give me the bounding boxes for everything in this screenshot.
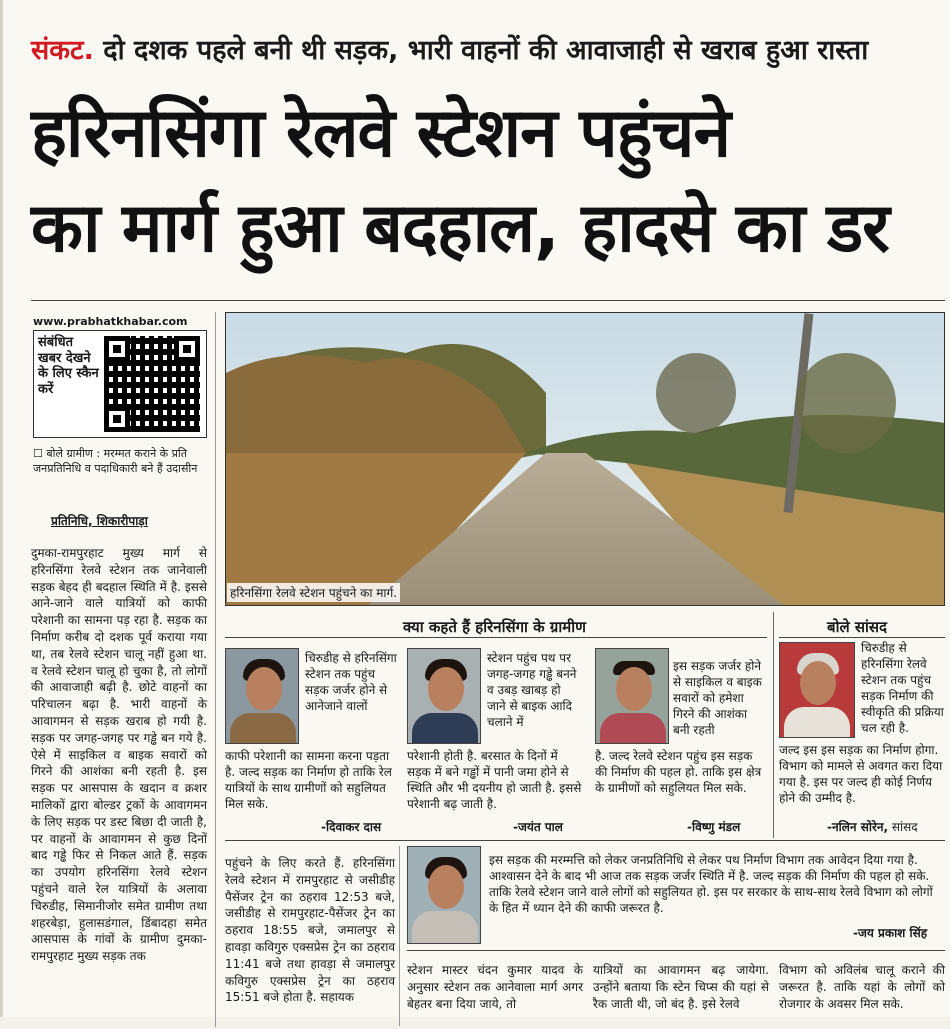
byline: प्रतिनिधि, शिकारीपाड़ा (51, 514, 148, 528)
body-column-2: पहुंचने के लिए करते हैं. हरिनसिंगा रेलवे स्टेशन में रामपुरहाट से जसीडीह पैसेंजर ट्रेन का ठहराव 12:53 बजे, जसीडीह से रामपुरहाट-पैसेंजर ट्रेन का ठहराव 18:55 बजे, जमालपुर से हावड़ा कविगुरु एक्सप्रेस ट्रेन का ठहराव 11:41 बजे तथा हावड़ा से जमालपुर कविगुरु एक्सप्रेस ट्रेन का ठहराव 15:51 बजे होता है. सहायक (225, 856, 395, 1005)
body-column-1: दुमका-रामपुरहाट मुख्य मार्ग से हरिनसिंगा रेलवे स्टेशन तक जानेवाली सड़क बेहद ही बदहाल स्थिति में है. इससे आने-जाने वाले यात्रियों को काफी परेशानी का सामना पड़ रहा है. सड़क का निर्माण करीब दो दशक पूर्व कराया गया था, तब रेलवे स्टेशन चालू नहीं हुआ था. व रेलवे स्टेशन चालू हो चुका है, तो लोगों की आवाजाही बढ़ी है. छोटे वाहनों का परिचालन बढ़ा है. भारी वाहनों के आवागमन से सड़क खराब हो गयी है. सड़क पर जगह-जगह पर गड्ढे बन गये है. ऐसे में साइकिल व बाइक सवारों को गिरने की आशंका बनी रहती है. इस सड़क पर आसपास के खदान व क्रशर मालिकों द्वारा बोल्डर ट्रकों के आवागमन के लिए सड़क पर डस्ट बिछा दी जाती है, पर वाहनों के आवागमन से कुछ दिनों बाद गड्ढे फिर से निकल आते हैं. सड़क का उपयोग हरिनसिंगा रेलवे स्टेशन पहुंचने वाले रेल यात्रियों के अलावा चिरुडीह, सिमानीजोर समेत ग्रामीण तथा शहरबेड़ा, हुलासडंगाल, डिंबादहा समेत आसपास के गांवों के ग्रामीण दुमका-रामपुरहाट मुख्य सड़क तक (31, 546, 207, 964)
kicker-text: दो दशक पहले बनी थी सड़क, भारी वाहनों की आवाजाही से खराब हुआ रास्ता (93, 35, 869, 66)
mp-sig-title: सांसद (888, 820, 918, 834)
mp-photo (779, 642, 855, 738)
jp-quote: इस सड़क की मरम्मत्ति को लेकर जनप्रतिनिधि से लेकर पथ निर्माण विभाग तक आवेदन दिया गया है. आश्वासन देने के बाद भी आज तक सड़क जर्जर स्थिति में है. जल्द सड़क की निर्माण की पहल हो सके. ताकि रेलवे स्टेशन जाने वाले लोगों को सहुलियत हो. इस पर सरकार के साथ-साथ रेलवे विभाग को लोगों के हित में ध्यान देने की काफी जरूरत है. (489, 853, 933, 915)
villagers-rule (225, 637, 767, 638)
villager-quote-3: है. जल्द रेलवे स्टेशन पहुंच इस सड़क की निर्माण की पहल हो. ताकि इस क्षेत्र के ग्रामीणों को सहुलियत मिल सके. (595, 749, 762, 795)
kicker-tag: संकट. (31, 35, 94, 66)
villager-photo-1 (225, 648, 299, 744)
column-divider (215, 312, 216, 1027)
road-photo (225, 312, 945, 606)
photo-caption: हरिनसिंगा रेलवे स्टेशन पहुंचने का मार्ग. (227, 583, 400, 602)
villager-quote-2: परेशानी होती है. बरसात के दिनों में सड़क में बने गड्ढों में पानी जमा होने से स्थिति और भी दयनीय हो जाती है. इससे परेशानी बढ़ जाती है. (407, 749, 582, 811)
qr-code-icon[interactable] (104, 336, 200, 432)
headline-line-1: हरिनसिंगा रेलवे स्टेशन पहुंचने (31, 94, 731, 173)
headline-line-2: का मार्ग हुआ बदहाल, हादसे का डर (31, 189, 889, 268)
body-column-3: स्टेशन मास्टर चंदन कुमार यादव के अनुसार स्टेशन तक आनेवाला मार्ग अगर बेहतर बना दिया जाये, तो (407, 963, 583, 1011)
qr-caption: संबंधित खबर देखने के लिए स्कैन करें (38, 335, 99, 397)
villager-photo-3 (595, 648, 669, 744)
headline-rule (31, 300, 945, 301)
road-photo-svg (226, 313, 945, 606)
villager-quote-2-side: स्टेशन पहुंच पथ पर जगह-जगह गड्ढे बनने व उबड़ खाबड़ हो जाने से बाइक आदि चलाने में (487, 651, 577, 729)
kicker (31, 30, 868, 67)
mp-quote: जल्द इस इस सड़क का निर्माण होगा. विभाग को मामले से अवगत करा दिया गया है. इस पर जल्द ही कोई निर्णय होने की उम्मीद है. (779, 743, 943, 805)
qr-box[interactable] (33, 330, 207, 438)
villager-quote-3-side: इस सड़क जर्जर होने से साइकिल व बाइक सवारों को हमेशा गिरने की आशंका बनी रहती (673, 659, 762, 737)
mp-divider (773, 612, 774, 838)
jp-sig: -जय प्रकाश सिंह (853, 926, 928, 940)
column-divider-2 (399, 846, 400, 1026)
mp-sig-name: -नलिन सोरेन, (827, 820, 889, 834)
jp-photo (407, 846, 481, 944)
jp-rule (407, 950, 945, 951)
mp-rule (779, 637, 945, 638)
villagers-heading: क्या कहते हैं हरिनसिंगा के ग्रामीण (403, 618, 586, 636)
villager-photo-2 (407, 648, 481, 744)
section-rule (225, 840, 945, 841)
checkbox-icon: ☐ (33, 447, 47, 460)
mp-sig (827, 818, 918, 835)
sidebar-url[interactable] (33, 310, 209, 329)
villager-sig-3: -विष्णु मंडल (687, 820, 741, 834)
mp-quote-side: चिरुडीह से हरिनसिंगा रेलवे स्टेशन तक पहुंच सड़क निर्माण की स्वीकृति की प्रक्रिया चल रही है. (861, 641, 944, 735)
body-column-5: विभाग को अविलंब चालू कराने की जरूरत है. ताकि यहां के लोगों को रोजगार के अवसर मिल सके. (779, 963, 945, 1011)
related-text: बोले ग्रामीण : मरम्मत कराने के प्रति जनप्रतिनिधि व पदाधिकारी बने हैं उदासीन (33, 447, 198, 476)
villager-quote-1: काफी परेशानी का सामना करना पड़ता है. जल्द सड़क का निर्माण हो ताकि रेल यात्रियों के साथ ग्रामीणों को सहुलियत मिल सके. (225, 749, 392, 811)
site-url[interactable]: www.prabhatkhabar.com (33, 315, 188, 328)
villager-sig-1: -दिवाकर दास (321, 820, 382, 834)
body-column-4: यात्रियों का आवागमन बढ़ जायेगा. उन्होंने बताया कि स्टेन चिप्स की यहां से रैक जाती थी, जो बंद है. इसे रेलवे (593, 963, 769, 1011)
related-note (33, 446, 209, 477)
mp-heading: बोले सांसद (827, 618, 887, 636)
villager-quote-1-side: चिरुडीह से हरिनसिंगा स्टेशन तक पहुंच सड़क जर्जर होने से आनेजाने वालों (305, 651, 397, 713)
villager-sig-2: -जयंत पाल (513, 820, 563, 834)
